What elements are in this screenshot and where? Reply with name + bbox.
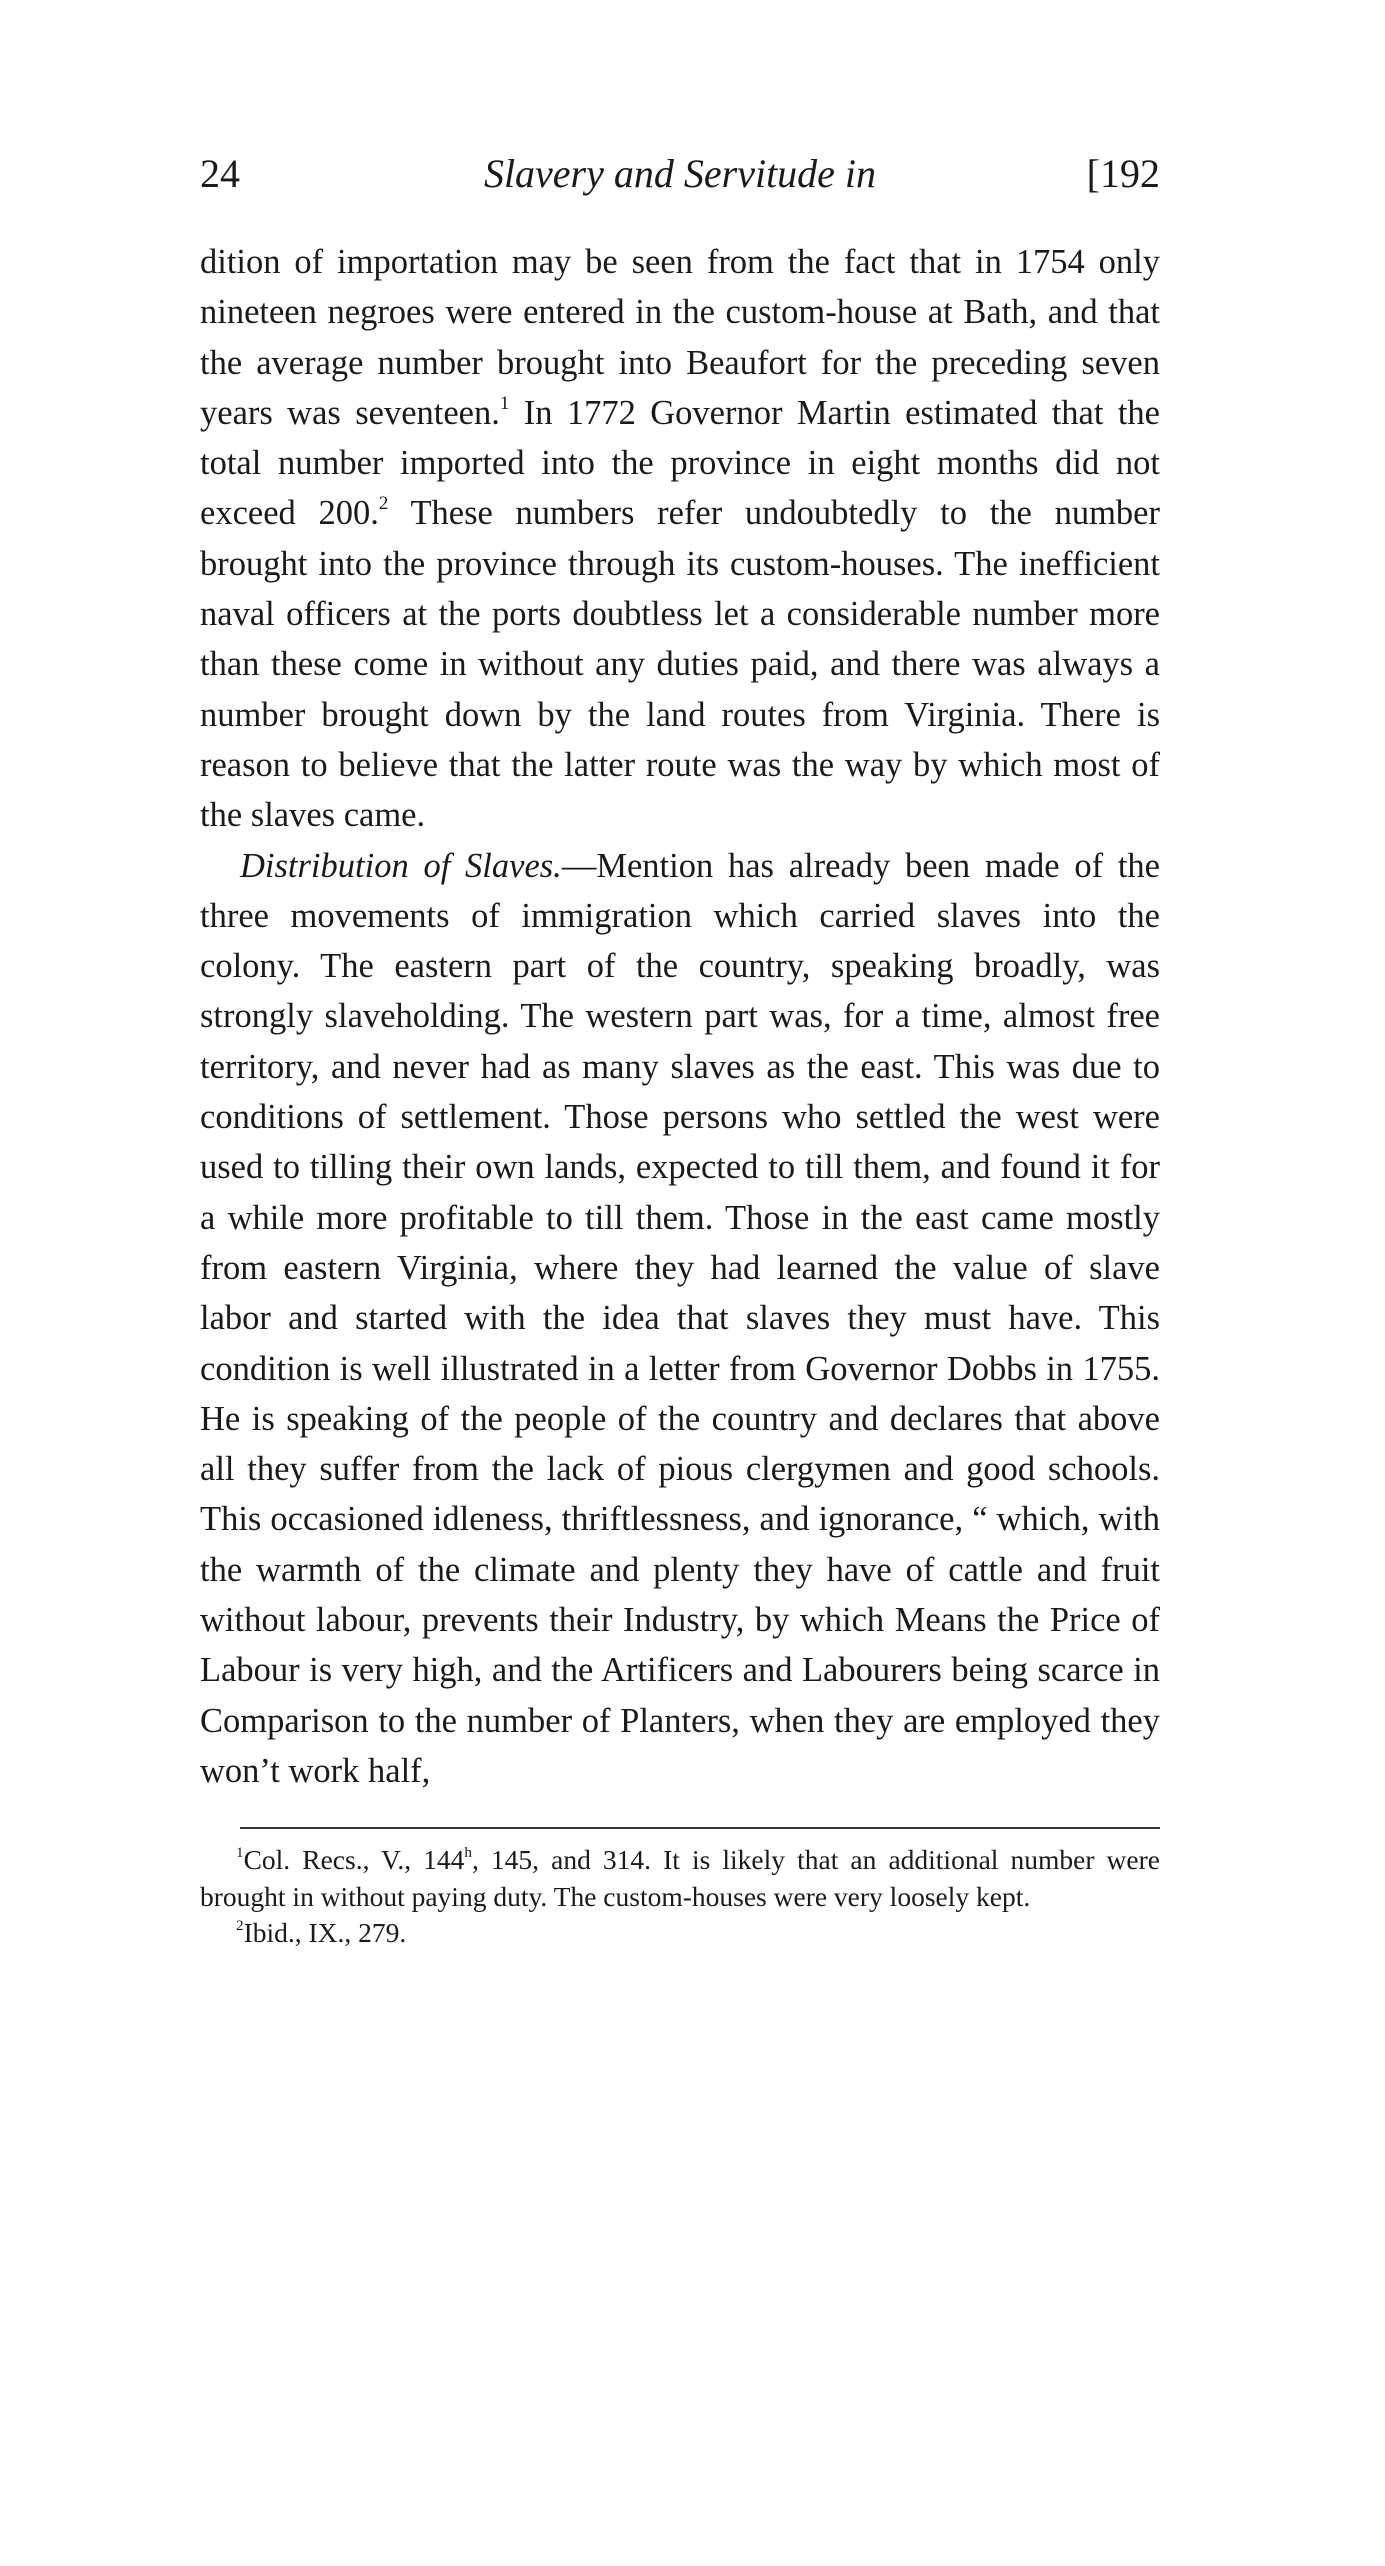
footnote-divider (240, 1827, 1160, 1829)
footnote-ref-2: 2 (378, 493, 389, 515)
paragraph-text: dition of importation may be seen from the fact that in 1754 only nineteen negroes were entered in the custom-house at Bath, and that the average number brought into Beaufort for the preceding seven years was seventeen. (200, 243, 1160, 432)
footnote-1 (200, 1842, 1160, 1915)
footnote-text: Col. Recs., V., 144 (243, 1844, 465, 1875)
running-header (200, 150, 1160, 210)
running-title: Slavery and Servitude in (483, 151, 877, 196)
paragraph-distribution (200, 841, 1160, 1797)
paragraph-text: In 1772 Governor Martin estimated that the total number imported into the province in eight months did not exceed 200. (200, 393, 1160, 533)
header-year: [192 (1086, 151, 1160, 196)
footnote-text: Ibid., IX., 279. (243, 1917, 407, 1948)
paragraph-text: These numbers refer undoubtedly to the number brought into the province through its custom-houses. The inefficient naval officers at the ports doubtless let a considerable number more than these come in without any duties paid, and there was always a number brought down by the land routes from Virginia. There is reason to believe that the latter route was the way by which most of the slaves came. (200, 494, 1160, 835)
footnote-superscript: h (464, 1844, 472, 1861)
paragraph-text: —Mention has already been made of the three movements of immigration which carried slaves into the colony. The eastern part of the country, speaking broadly, was strongly slaveholding. The western part was, for a time, almost free territory, and never had as many slaves as the east. This was due to conditions of settlement. Those persons who settled the west were used to tilling their own lands, expected to till them, and found it for a while more profitable to till them. Those in the east came mostly from eastern Virginia, where they had learned the value of slave labor and started with the idea that slaves they must have. This condition is well illustrated in a letter from Governor Dobbs in 1755. He is speaking of the people of the country and declares that above all they suffer from the lack of pious clergymen and good schools. This occasioned idleness, thriftlessness, and ignorance, “ which, with the warmth of the climate and plenty they have of cattle and fruit without labour, prevents their Industry, by which Means the Price of Labour is very high, and the Artificers and Labourers being scarce in Comparison to the number of Planters, when they are employed they won’t work half, (200, 846, 1160, 1790)
paragraph-importation (200, 237, 1160, 841)
footnote-marker: 2 (236, 1917, 244, 1934)
footnote-ref-1: 1 (499, 392, 510, 414)
footnote-marker: 1 (236, 1844, 244, 1861)
footnotes (200, 1842, 1160, 1952)
section-heading: Distribution of Slaves. (240, 846, 562, 885)
footnote-text: , 145, and 314. It is likely that an additional number were brought in without paying duty. The custom-houses were very loosely kept. (200, 1844, 1160, 1912)
page-number: 24 (200, 151, 240, 196)
footnote-2 (200, 1915, 1160, 1952)
body-text (200, 237, 1160, 1796)
